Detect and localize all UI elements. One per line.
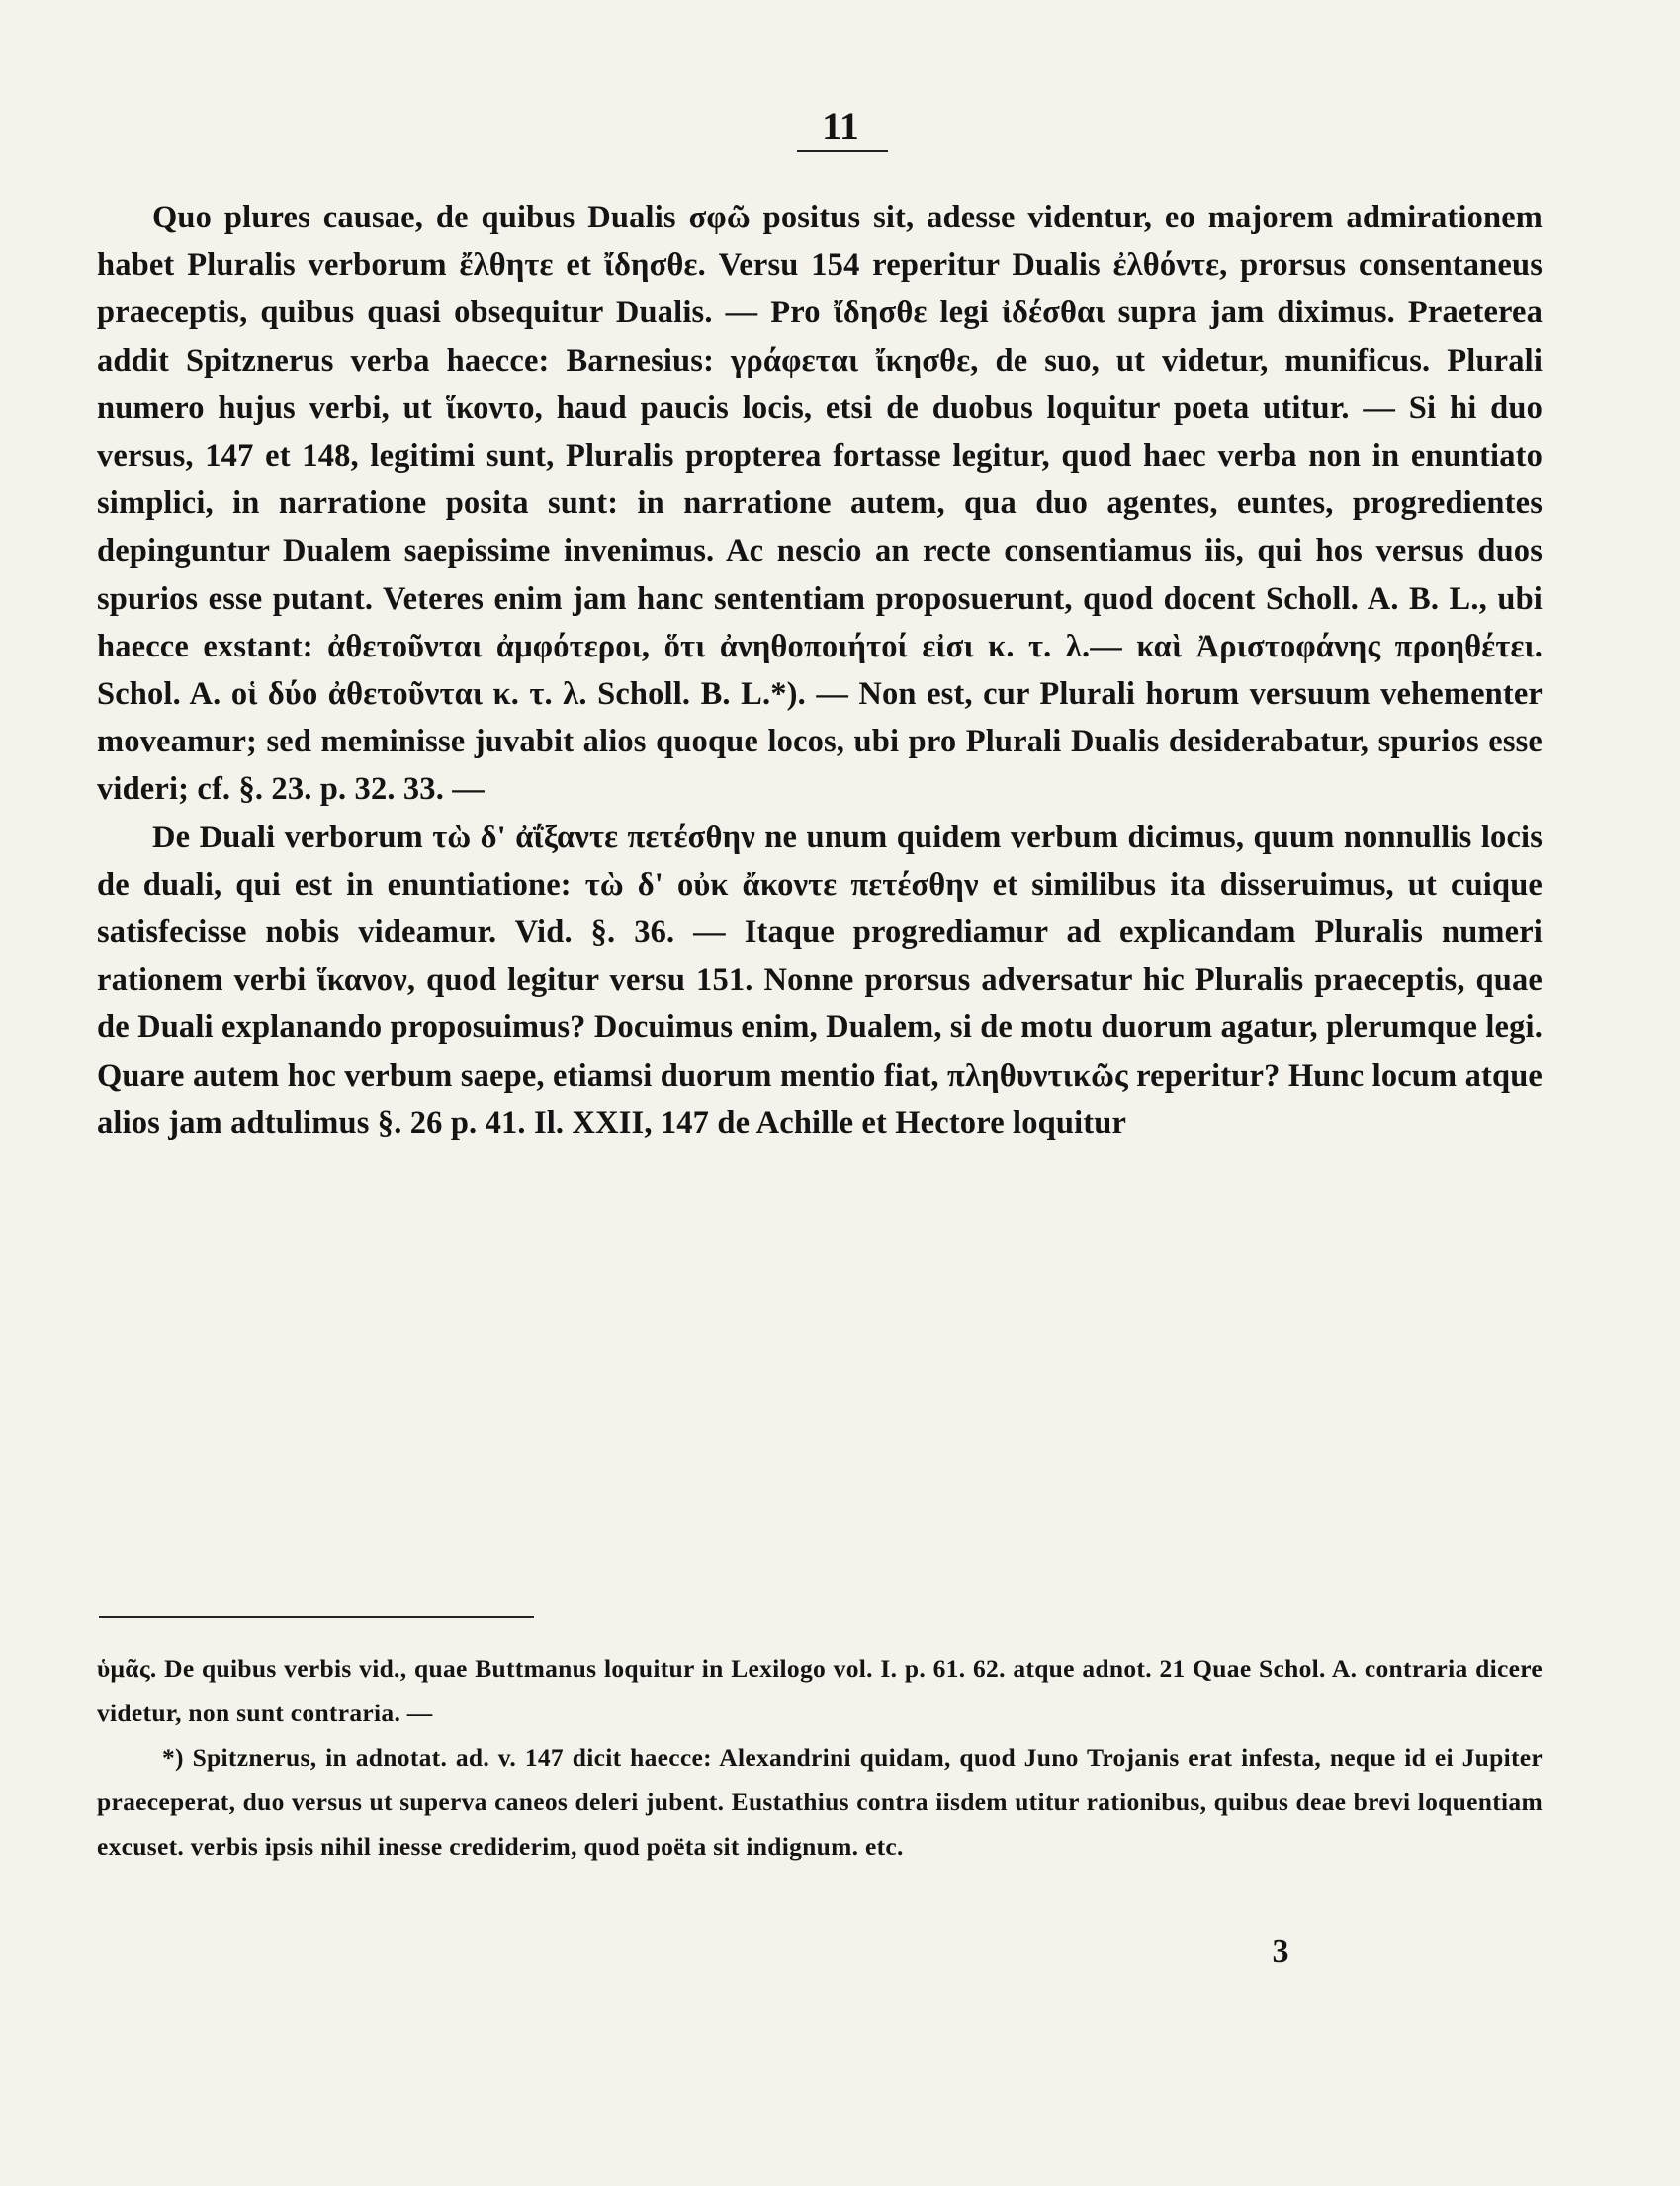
main-text [97,194,1543,1147]
page-number: 11 [822,104,859,148]
footnotes [97,1646,1543,1869]
page-number-rule [797,150,888,152]
footnote-continuation: ὑμᾶς. De quibus verbis vid., quae Buttmanus loquitur in Lexilogo vol. I. p. 61. 62. atque adnot. 21 Quae Schol. A. contraria dicere videtur, non sunt contraria. — [97,1654,1543,1727]
footnote-star: *) Spitznerus, in adnotat. ad. v. 147 dicit haecce: Alexandrini quidam, quod Juno Trojanis erat infesta, neque id ei Jupiter praeceperat, duo versus ut superva caneos deleri jubent. Eustathius contra iisdem utitur rationibus, quibus deae brevi loquentiam excuset. verbis ipsis nihil inesse crediderim, quod poëta sit indignum. etc. [97,1743,1543,1861]
paragraph-1: Quo plures causae, de quibus Dualis σφῶ positus sit, adesse videntur, eo majorem admirationem habet Pluralis verborum ἔλθητε et ἴδησθε. Versu 154 reperitur Dualis ἐλθόντε, prorsus consentaneus praeceptis, quibus quasi obsequitur Dualis. — Pro ἴδησθε legi ἰδέσθαι supra jam diximus. Praeterea addit Spitznerus verba haecce: Barnesius: γράφεται ἴκησθε, de suo, ut videtur, munificus. Plurali numero hujus verbi, ut ἵκοντο, haud paucis locis, etsi de duobus loquitur poeta utitur. — Si hi duo versus, 147 et 148, legitimi sunt, Pluralis propterea fortasse legitur, quod haec verba non in enuntiato simplici, in narratione posita sunt: in narratione autem, qua duo agentes, euntes, progredientes depinguntur Dualem saepissime invenimus. Ac nescio an recte consentiamus iis, qui hos versus duos spurios esse putant. Veteres enim jam hanc sententiam proposuerunt, quod docent Scholl. A. B. L., ubi haecce exstant: ἀθετοῦνται ἀμφότεροι, ὅτι ἀνηθοποιήτοί εἰσι κ. τ. λ.— καὶ Ἀριστοφάνης προηθέτει. Schol. A. οἱ δύο ἀθετοῦνται κ. τ. λ. Scholl. B. L.*). — Non est, cur Plurali horum versuum vehementer moveamur; sed meminisse juvabit alios quoque locos, ubi pro Plurali Dualis desiderabatur, spurios esse videri; cf. §. 23. p. 32. 33. — [97,200,1543,808]
footnote-separator [99,1616,534,1618]
paragraph-2: De Duali verborum τὼ δ' ἀΐξαντε πετέσθην ne unum quidem verbum dicimus, quum nonnullis locis de duali, qui est in enuntiatione: τὼ δ' οὐκ ἄκοντε πετέσθην et similibus ita disseruimus, ut cuique satisfecisse nobis videamur. Vid. §. 36. — Itaque progrediamur ad explicandam Pluralis numeri rationem verbi ἵκανον, quod legitur versu 151. Nonne prorsus adversatur hic Pluralis praeceptis, quae de Duali explanando proposuimus? Docuimus enim, Dualem, si de motu duorum agatur, plerumque legi. Quare autem hoc verbum saepe, etiamsi duorum mentio fiat, πληθυντικῶς reperitur? Hunc locum atque alios jam adtulimus §. 26 p. 41. Il. XXII, 147 de Achille et Hectore loquitur [97,819,1543,1141]
signature-mark: 3 [1272,1933,1289,1969]
